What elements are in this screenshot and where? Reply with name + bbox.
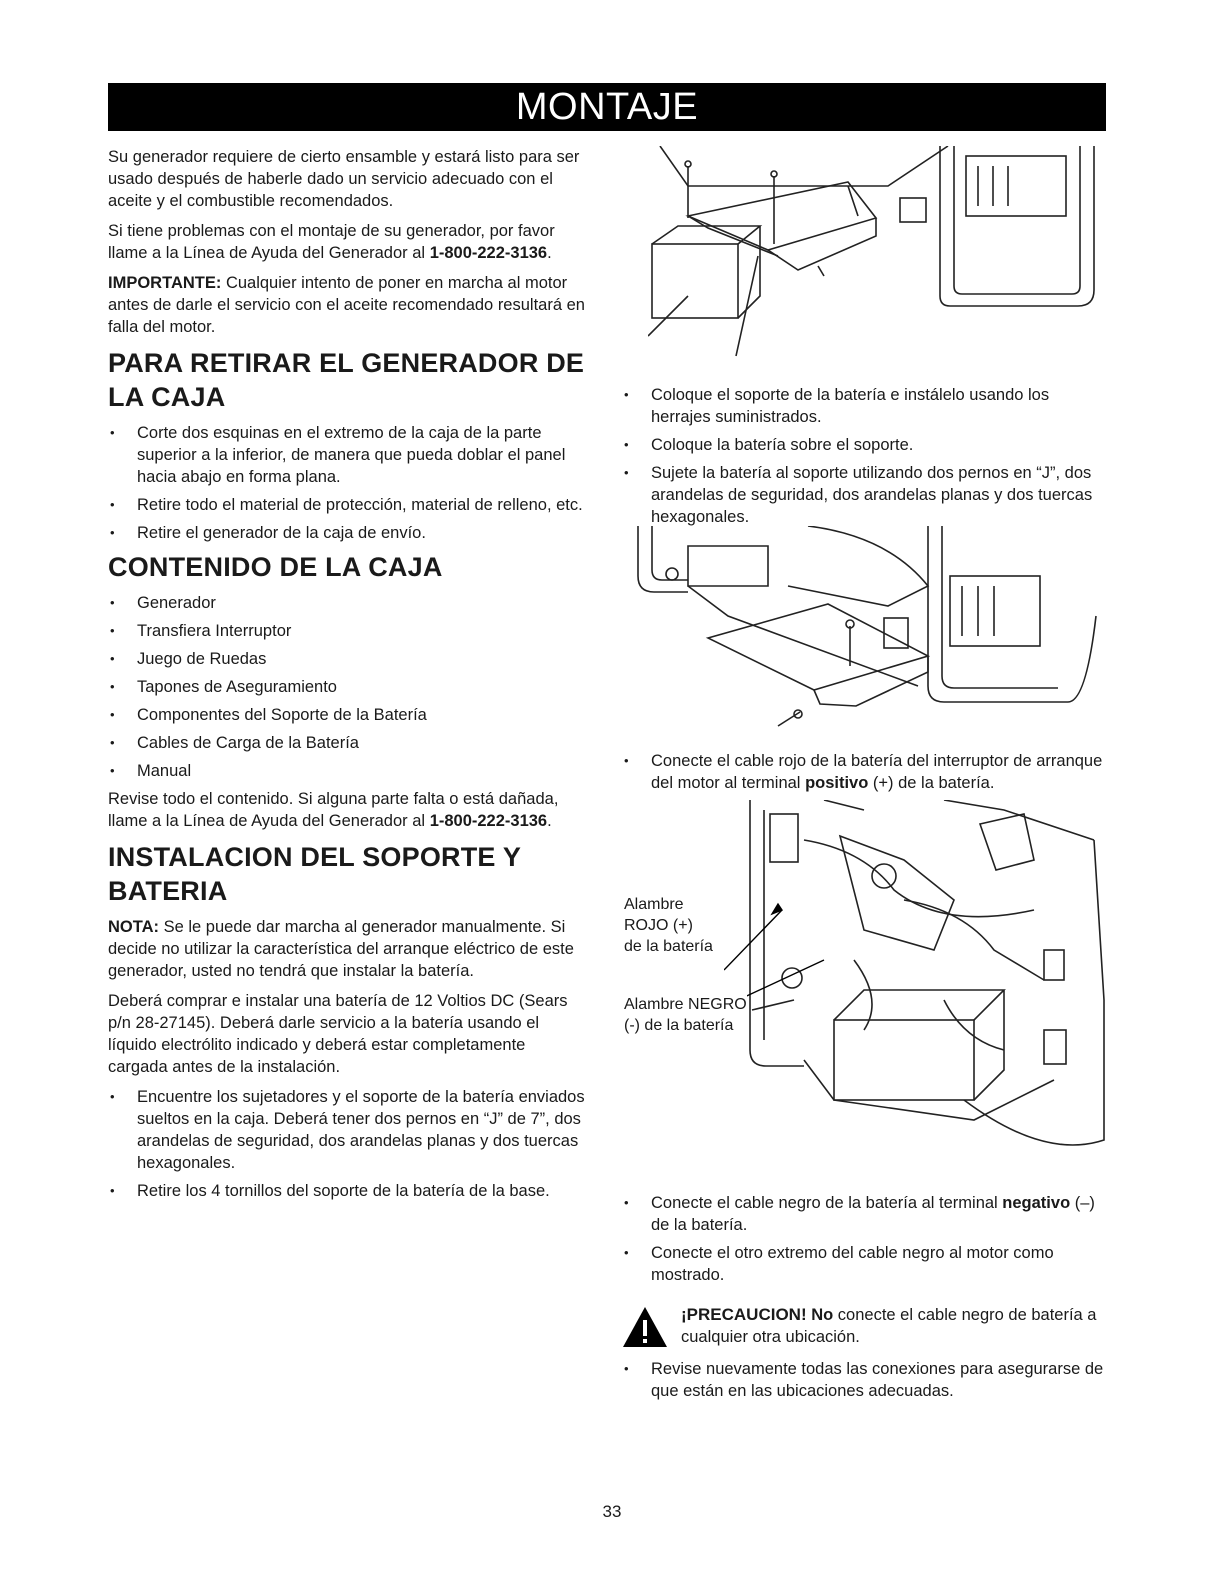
help-phone: 1-800-222-3136 bbox=[429, 244, 548, 262]
left-column bbox=[108, 146, 588, 1208]
label-black-wire bbox=[624, 994, 747, 1036]
figure-bracket-mount bbox=[628, 526, 1100, 736]
warning-triangle-icon bbox=[622, 1306, 668, 1348]
figure-battery-bracket bbox=[648, 146, 1100, 378]
contents-list bbox=[108, 592, 588, 782]
list-item: • Cables de Carga de la Batería bbox=[108, 732, 588, 754]
caution-heading: ¡PRECAUCION! bbox=[681, 1305, 807, 1324]
list-item: • Generador bbox=[108, 592, 588, 614]
positive-label: positivo bbox=[805, 774, 869, 792]
right-step-b bbox=[622, 750, 1106, 800]
list-item: • Retire el generador de la caja de envío. bbox=[108, 522, 588, 544]
list-item: • Retire todo el material de protección, material de relleno, etc. bbox=[108, 494, 588, 516]
review-text: Revise todo el contenido. Si alguna parte falta o está dañada, llame a la Línea de Ayuda del Generador al bbox=[108, 790, 559, 830]
figure-cable-connection bbox=[744, 800, 1108, 1160]
red-cable-step-list bbox=[622, 750, 1106, 794]
caution-no: No bbox=[811, 1306, 834, 1324]
caution-block bbox=[622, 1304, 1106, 1348]
list-item: • Coloque la batería sobre el soporte. bbox=[622, 434, 1106, 456]
nota-paragraph bbox=[108, 916, 588, 982]
list-item: • Conecte el otro extremo del cable negro al motor como mostrado. bbox=[622, 1242, 1106, 1286]
remove-steps-list bbox=[108, 422, 588, 544]
install-steps-list bbox=[108, 1086, 588, 1202]
step-c-post: (–) de la batería. bbox=[651, 1194, 1095, 1234]
step-b-post: (+) de la batería. bbox=[868, 774, 995, 792]
help-text: Si tiene problemas con el montaje de su generador, por favor llame a la Línea de Ayuda del Generador al bbox=[108, 222, 555, 262]
bracket-steps-list bbox=[622, 384, 1106, 528]
review-phone: 1-800-222-3136 bbox=[429, 812, 548, 830]
final-check-list bbox=[622, 1358, 1106, 1402]
caution-text: conecte el cable negro de batería a cualquier otra ubicación. bbox=[681, 1306, 1097, 1346]
list-item: • Componentes del Soporte de la Batería bbox=[108, 704, 588, 726]
right-steps-c bbox=[622, 1192, 1106, 1408]
list-item: • Manual bbox=[108, 760, 588, 782]
step-b-text: Conecte el cable rojo de la batería del interruptor de arranque del motor al terminal bbox=[651, 752, 1103, 792]
label-red-wire bbox=[624, 894, 713, 957]
label-black-line-2: (-) de la batería bbox=[624, 1017, 734, 1034]
label-red-line-1: Alambre bbox=[624, 896, 684, 913]
help-paragraph: Si tiene problemas con el montaje de su generador, por favor llame a la Línea de Ayuda del Generador al 1-800-222-3136. bbox=[108, 222, 555, 262]
important-paragraph bbox=[108, 272, 588, 338]
label-red-line-3: de la batería bbox=[624, 938, 713, 955]
battery-paragraph: Deberá comprar e instalar una batería de 12 Voltios DC (Sears p/n 28-27145). Deberá darle servicio a la batería usando el líquido electrólito indicado y deberá estar completamente cargada antes de la instalación. bbox=[108, 992, 568, 1076]
list-item: • Tapones de Aseguramiento bbox=[108, 676, 588, 698]
page-banner: MONTAJE bbox=[108, 83, 1106, 131]
intro-paragraph: Su generador requiere de cierto ensamble y estará listo para ser usado después de haberle dado un servicio adecuado con el aceite y el combustible recomendados. bbox=[108, 148, 580, 210]
nota-label: NOTA: bbox=[108, 918, 160, 936]
list-item bbox=[622, 750, 1106, 794]
label-black-line-1: Alambre NEGRO bbox=[624, 996, 747, 1013]
negative-label: negativo bbox=[1002, 1194, 1071, 1212]
list-item: • Revise nuevamente todas las conexiones para asegurarse de que están en las ubicaciones adecuadas. bbox=[622, 1358, 1106, 1402]
list-item: • Corte dos esquinas en el extremo de la caja de la parte superior a la inferior, de manera que pueda doblar el panel hacia abajo en forma plana. bbox=[108, 422, 588, 488]
page-number: 33 bbox=[602, 1502, 622, 1521]
list-item: • Sujete la batería al soporte utilizando dos pernos en “J”, dos arandelas de seguridad, dos arandelas planas y dos tuercas hexagonales. bbox=[622, 462, 1106, 528]
black-cable-steps-list bbox=[622, 1192, 1106, 1286]
review-paragraph: Revise todo el contenido. Si alguna parte falta o está dañada, llame a la Línea de Ayuda del Generador al 1-800-222-3136. bbox=[108, 790, 559, 830]
nota-text: Se le puede dar marcha al generador manualmente. Si decide no utilizar la característica del arranque eléctrico de este generador, usted no tendrá que instalar la batería. bbox=[108, 918, 574, 980]
step-c-text: Conecte el cable negro de la batería al terminal bbox=[651, 1194, 1003, 1212]
section-title-remove: PARA RETIRAR EL GENERADOR DE LA CAJA bbox=[108, 348, 585, 412]
list-item: • Transfiera Interruptor bbox=[108, 620, 588, 642]
list-item: • Juego de Ruedas bbox=[108, 648, 588, 670]
list-item: • Encuentre los sujetadores y el soporte de la batería enviados sueltos en la caja. Deberá tener dos pernos en “J” de 7”, dos arandelas de seguridad, dos arandelas planas y dos tuercas hexagonales. bbox=[108, 1086, 588, 1174]
section-title-install: INSTALACION DEL SOPORTE Y BATERIA bbox=[108, 842, 521, 906]
important-label: IMPORTANTE: bbox=[108, 274, 222, 292]
important-text: Cualquier intento de poner en marcha al motor antes de darle el servicio con el aceite recomendado resultará en falla del motor. bbox=[108, 274, 585, 336]
list-item: • Coloque el soporte de la batería e instálelo usando los herrajes suministrados. bbox=[622, 384, 1106, 428]
right-steps-a bbox=[622, 384, 1106, 534]
list-item: • Retire los 4 tornillos del soporte de la batería de la base. bbox=[108, 1180, 588, 1202]
section-title-contents: CONTENIDO DE LA CAJA bbox=[108, 552, 443, 582]
label-red-line-2: ROJO (+) bbox=[624, 917, 693, 934]
list-item bbox=[622, 1192, 1106, 1236]
